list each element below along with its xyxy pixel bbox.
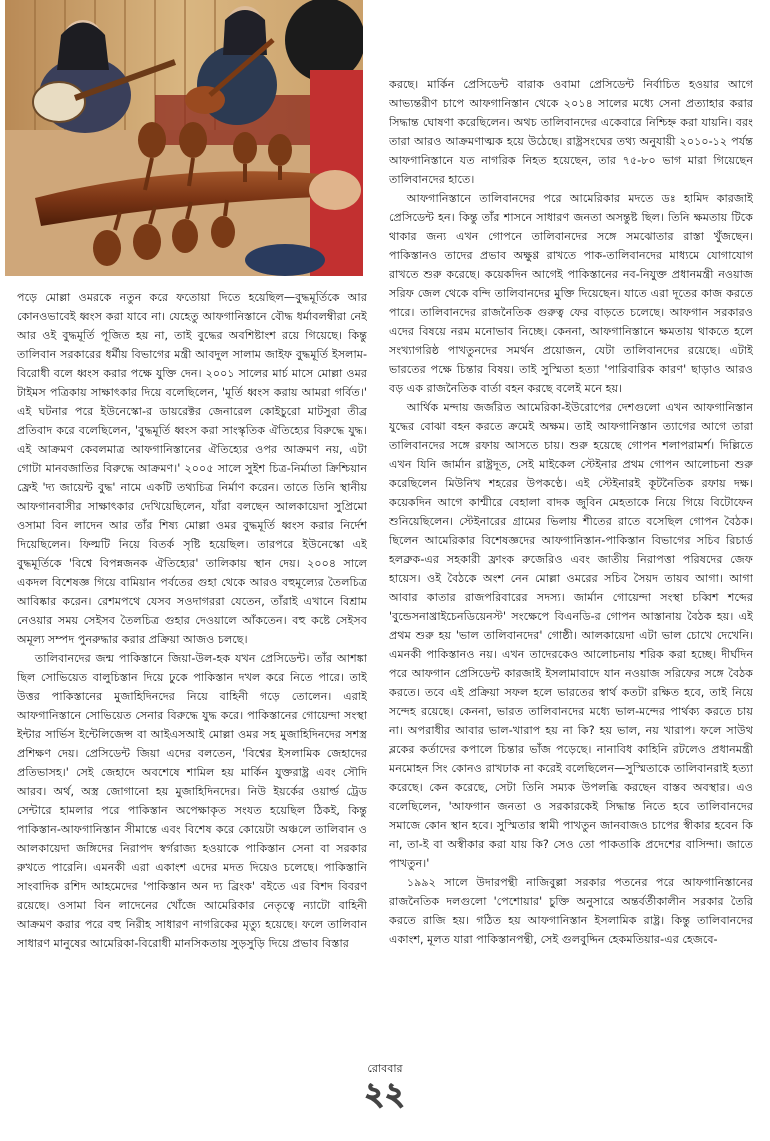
paragraph: করছে। মার্কিন প্রেসিডেন্ট বারাক ওবামা প্রেসিডেন্ট নির্বাচিত হওয়ার আগে আভ্যন্তরীণ চাপে আফগানিস্তান থেকে ২০১৪ সালের মধ্যে সেনা প্রত্যাহার করার সিদ্ধান্ত ঘোষণা করেছিলেন। অথচ তালিবানদের একেবারে নিশ্চিহ্ন করা যায়নি। বরং তারা আরও আক্রমণাত্মক হয়ে উঠেছে। রাষ্ট্রসংঘের তথ্য অনুযায়ী ২০১০-১২ পর্যন্ত আফগানিস্তানে যত নাগরিক নিহত হয়েছেন, তার ৭৫-৮০ ভাগ মারা গিয়েছেন তালিবানদের হাতে।	[389, 78, 753, 186]
article-column-left	[17, 288, 367, 1058]
article-column-right	[389, 75, 753, 1058]
page-number: ২২	[364, 1077, 406, 1112]
paragraph: পড়ে মোল্লা ওমরকে নতুন করে ফতোয়া দিতে হয়েছিল—বুদ্ধমূর্তিকে আর কোনওভাবেই ধ্বংস করা যাবে না। যেহেতু আফগানিস্তানে বৌদ্ধ ধর্মাবলম্বীরা নেই আর ওই বুদ্ধমূর্তি পূজিত হয় না, তাই বুদ্ধের অবশিষ্টাংশ রয়ে গিয়েছে। কিন্তু তালিবান সরকারের ধর্মীয় বিভাগের মন্ত্রী আবদুল সালাম জাইফ বুদ্ধমূর্তি ইসলাম-বিরোধী বলে ধ্বংস করার পক্ষে যুক্তি দেন। ২০০১ সালের মার্চ মাসে মোল্লা ওমর টাইমস পত্রিকায় সাক্ষাৎকার দিয়ে বলেছিলেন, 'মূর্তি ধ্বংস করায় আমরা গর্বিত।' এই ঘটনার পরে ইউনেস্কো-র ডায়রেক্টর জেনারেল কোইচুরো মাটসুরা তীব্র প্রতিবাদ করে বলেছিলেন, 'বুদ্ধমূর্তি ধ্বংস করা সাংস্কৃতিক ঐতিহ্যের বিরুদ্ধে যুদ্ধ। এই আক্রমণ কেবলমাত্র আফগানিস্তানের ঐতিহ্যের ওপর আক্রমণ নয়, এটা গোটা মানবজাতির বিরুদ্ধে আক্রমণ।' ২০০৫ সালে সুইশ চিত্র-নির্মাতা ক্রিশ্চিয়ান ফ্রেই 'দ্য জায়েন্ট বুদ্ধ' নামে একটি তথ্যচিত্র নির্মাণ করেন। তাতে তিনি স্থানীয় আফগানবাসীর সাক্ষাৎকার দেখিয়েছিলেন, যাঁরা বলছেন আলকায়েদা সুপ্রিমো ওসামা বিন লাদেন আর তাঁর শিষ্য মোল্লা ওমর বুদ্ধমূর্তি ধ্বংস করার নির্দেশ দিয়েছিলেন। ফিল্মটি নিয়ে বিতর্ক সৃষ্টি হয়েছিল। তারপরে ইউনেস্কো এই বুদ্ধমূর্তিকে 'বিশ্বে বিপন্নজনক ঐতিহ্যের' তালিকায় স্থান দেয়। ২০০৪ সালে একদল বিশেষজ্ঞ গিয়ে বামিয়ান পর্বতের গুহা থেকে আরও বহুমূল্যের তৈলচিত্র আবিষ্কার করেন। রেশমপথে যেসব সওদাগররা যেতেন, তাঁরাই এখানে বিশ্রাম নেওয়ার সময় সেইসব তৈলচিত্র গুহার দেওয়ালে আঁকতেন। বহু কষ্টে সেইসব অমূল্য সম্পদ পুনরুদ্ধার করার প্রক্রিয়া আজও চলছে।	[17, 291, 367, 646]
paragraph: ১৯৯২ সালে উদারপন্থী নাজিবুল্লা সরকার পতনের পরে আফগানিস্তানের রাজনৈতিক দলগুলো 'পেশোয়ার' চুক্তি অনুসারে অন্তর্বর্তীকালীন সরকার তৈরি করতে রাজি হয়। গঠিত হয় আফগানিস্তান ইসলামিক রাষ্ট্র। কিন্তু তালিবানদের একাংশ, মূলত যারা পাকিস্তানপন্থী, সেই গুলবুদ্দিন হেকমতিয়ার-এর হেজবে-	[389, 876, 753, 946]
photo-students-playing-rubab-icon	[5, 0, 363, 276]
paragraph: আফগানিস্তানে তালিবানদের পরে আমেরিকার মদতে ডঃ হামিদ কারজাই প্রেসিডেন্ট হন। কিন্তু তাঁর শাসনে সাধারণ জনতা অসন্তুষ্ট ছিল। তিনি ক্ষমতায় টিকে থাকার জন্য এখন গোপনে তালিবানদের সঙ্গে সমঝোতার রাস্তা খুঁজছেন। পাকিস্তানও তাদের প্রভাব অক্ষুণ্ণ রাখতে পাক-তালিবানদের মাধ্যমে যোগাযোগ রাখতে শুরু করেছে। কয়েকদিন আগেই পাকিস্তানের নব-নিযুক্ত প্রধানমন্ত্রী নওয়াজ সরিফ জেল থেকে বন্দি তালিবানদের মুক্তি দিয়েছেন। যাতে এরা দূতের কাজ করতে পারে। তালিবানদের রাজনৈতিক গুরুত্ব ফের বাড়তে চলেছে। আফগান সরকারও এদের বিষয়ে নরম মনোভাব নিচ্ছে। কেননা, আফগানিস্তানে ক্ষমতায় থাকতে হলে সংখ্যাগরিষ্ঠ পাখতুনদের সমর্থন প্রয়োজন, যেটা তালিবানদের রয়েছে। এটাই ভারতের পক্ষে চিন্তার বিষয়। তাই সুস্মিতা হত্যা 'পারিবারিক কারণ' ছাড়াও আরও বড় এক রাজনৈতিক বার্তা বহন করছে বলেই মনে হয়।	[389, 192, 753, 395]
article-photo	[5, 0, 363, 276]
page-footer	[0, 1060, 770, 1111]
paragraph: তালিবানদের জন্ম পাকিস্তানে জিয়া-উল-হক যখন প্রেসিডেন্ট। তাঁর আশঙ্কা ছিল সোভিয়েত বালুচিস্তান দিয়ে ঢুকে পাকিস্তান দখল করে নিতে পারে। তাই উত্তর পাকিস্তানের মুজাহিদিনদের নিয়ে বাহিনী গড়ে তোলেন। এরাই আফগানিস্তানে সোভিয়েত সেনার বিরুদ্ধে যুদ্ধ করে। পাকিস্তানের গোয়েন্দা সংস্থা ইন্টার সার্ভিস ইন্টেলিজেন্স বা আইএসআই মোল্লা ওমর সহ মুজাহিদিনদের সশস্ত্র প্রশিক্ষণ দেয়। প্রেসিডেন্ট জিয়া এদের বলতেন, 'বিশ্বের ইসলামিক জেহাদের প্রতিভাসহ।' সেই জেহাদে অবশেষে শামিল হয় মার্কিন যুক্তরাষ্ট্র এবং সৌদি আরব। অর্থ, অস্ত্র জোগানো হয় মুজাহিদিনদের। নিউ ইয়র্কের ওয়ার্ল্ড ট্রেড সেন্টারে হামলার পরে পাকিস্তান অপেক্ষাকৃত সংযত হয়েছিল ঠিকই, কিন্তু পাকিস্তান-আফগানিস্তান সীমান্তে এবং বিশেষ করে কোয়েটা অঞ্চলে তালিবান ও আলকায়েদা জঙ্গিদের নিরাপদ স্বর্গরাজ্য হওয়াকে পাকিস্তান সেনা বা সরকার রুখতে পারেনি। এমনকী এরা একাংশ এদের মদত দিয়েও চলেছে। পাকিস্তানি সাংবাদিক রশিদ আহমেদের 'পাকিস্তান অন দ্য ব্রিংক' বইতে এর বিশদ বিবরণ রয়েছে। ওসামা বিন লাদেনের খোঁজে আমেরিকার নেতৃত্বে ন্যাটো বাহিনী আক্রমণ করার পরে বহু নিরীহ সাধারণ নাগরিকের মৃত্যু হয়েছে। ফলে তালিবান সাধারণ মানুষের আমেরিকা-বিরোধী মানসিকতায় সুড়সুড়ি দিয়ে প্রভাব বিস্তার	[17, 652, 367, 950]
magazine-name: রোববার	[367, 1062, 403, 1075]
paragraph: আর্থিক মন্দায় জর্জরিত আমেরিকা-ইউরোপের দেশগুলো এখন আফগানিস্তান যুদ্ধের বোঝা বহন করতে ক্রমেই অক্ষম। তাই আফগানিস্তান ত্যাগের আগে তারা তালিবানদের সঙ্গে রফায় আসতে চায়। শুরু হয়েছে গোপন শলাপরামর্শ। দিল্লিতে এখন যিনি জার্মান রাষ্ট্রদূত, সেই মাইকেল স্টেইনার প্রথম গোপন আলোচনা শুরু করেছিলেন মিউনিখ শহরের উপকণ্ঠে। এই স্টেইনারই কূটনৈতিক রফায় দক্ষ। কয়েকদিন আগে কাশ্মীরে বেহালা বাদক জুবিন মেহতাকে নিয়ে গিয়ে বিটোফেন শুনিয়েছিলেন। স্টেইনারের গ্রামের ভিলায় শীতের রাতে বসেছিল গোপন বৈঠক। ছিলেন আমেরিকার বিশেষজ্ঞদের আফগানিস্তান-পাকিস্তান বিভাগের সচিব রিচার্ড হলব্রুক-এর সহকারী ফ্রাংক রুজেরিও এবং জাতীয় নিরাপত্তা পরিষদের জেফ হায়েস। ওই বৈঠকে অংশ নেন মোল্লা ওমরের সচিব সৈয়দ তায়ব আগা। আগা আবার কাতার রাজপরিবারের সদস্য। জার্মান গোয়েন্দা সংস্থা চব্বিশ শব্দের 'বুন্ডেসনাখ্রাইচেনডিয়েনস্ট' সংক্ষেপে বিএনডি-র গোপন আস্তানায় বৈঠক হয়। এই প্রথম শুরু হয় 'ভাল তালিবানদের' গোষ্ঠী। আলকায়েদা এটা ভাল চোখে দেখেনি। এমনকী পাকিস্তানও নয়। এখন তাদেরকেও আলোচনায় শরিক করা হচ্ছে। দীর্ঘদিন পরে আফগান প্রেসিডেন্ট কারজাই ইসলামাবাদে যান নওয়াজ সরিফের সঙ্গে বৈঠক করতে। তবে এই প্রক্রিয়া সফল হলে ভারতের স্বার্থ কতটা রক্ষিত হবে, তাই নিয়ে সন্দেহ রয়েছে। কেননা, ভারত তালিবানদের মধ্যে ভাল-মন্দের পার্থক্য করতে চায় না। অপরাধীর আবার ভাল-খারাপ হয় না কি? হয় ভাল, নয় খারাপ। ফলে সাউথ ব্লকের কর্তাদের কপালে চিন্তার ভাঁজ পড়েছে। নানাবিধ কাহিনি রটলেও প্রধানমন্ত্রী মনমোহন সিং কোনও রাখঢাক না করেই বলেছিলেন—সুস্মিতাকে তালিবানরাই হত্যা করেছে। কেন করেছে, সেটা তিনি সম্যক উপলব্ধি করছেন বাস্তব অবস্থার। এও বলেছিলেন, 'আফগান জনতা ও সরকারকেই সিদ্ধান্ত নিতে হবে তালিবানদের সমাজে কোন স্থান হবে। সুস্মিতার স্বামী পাখতুন জানবাজও চাপের স্বীকার হবেন কি না, তা-ই বা অস্বীকার করা যায় কি? সেও তো পাকতাকি প্রদেশের বাসিন্দা। জাতে পাখতুন।'	[389, 401, 753, 870]
